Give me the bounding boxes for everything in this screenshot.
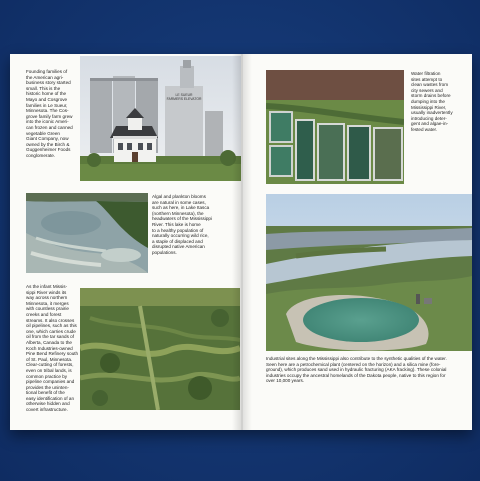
elevator-sign: LE SUEUR FARMERS ELEVATOR: [166, 93, 202, 101]
photo-water-filtration: [266, 70, 404, 184]
caption-algal-blooms: Algal and plankton blooms are natural in some cases, such as here, in Lake Itasca (northern Minnesota), the headwaters of the Mississippi River. This lake is home to a healthy population of naturally occurring wild rice, a staple of displaced and disrupted native American populations.: [152, 194, 213, 255]
photo-pipeline-forest: [80, 288, 240, 410]
photo-le-sueur-elevator: [80, 56, 241, 181]
left-page: [10, 54, 241, 430]
caption-infant-mississippi: As the infant Missis- sippi River winds its way across northern Minnesota, it merges with countless prairie creeks and forest streams. It also crosses oil pipelines, such as this one, which carries crude oil from the tar sands of Alberta, Canada to the Koch Industries-owned Pine Bend Refinery south of St. Paul, Minnesota. Clear-cutting of forests, even on tribal lands, is common practice by pipeline companies and provides the uninten- tional benefit of the easy identification of an otherwise hidden and covert infrastructure.: [26, 284, 79, 413]
right-page: [241, 54, 472, 430]
caption-founding-families: Founding families of the American agri- business story started small. This is the historic home of the Mayo and Cosgrove families in Le Sueur, Minnesota. The Cos- grove family farm grew into the iconic Ameri- can frozen and canned vegetable Green Giant Company, now owned by the Birch & Guggenheimer Foods conglomerate.: [26, 69, 73, 158]
book-spread: [10, 54, 472, 430]
photo-industrial-river: [266, 194, 472, 351]
caption-water-filtration: Water filtration sites attempt to clean wastes from city sewers and storm drains before dumping into the Mississippi River, usually inadvertently introducing deter- gent and algae-in- fested water.: [411, 71, 453, 132]
caption-industrial-sites: Industrial sites along the Mississippi also contribute to the synthetic qualities of the water. Seen here are a petrochemical plant (centered on the horizon) and a silica mine (fore- ground), which produces sand used in hydraulic fracturing (AKA fracking). These colonial industries occupy the ancestral homelands of the Dakota people, native to this region for over 10,000 years.: [266, 356, 447, 384]
photo-lake-itasca: [26, 193, 148, 273]
